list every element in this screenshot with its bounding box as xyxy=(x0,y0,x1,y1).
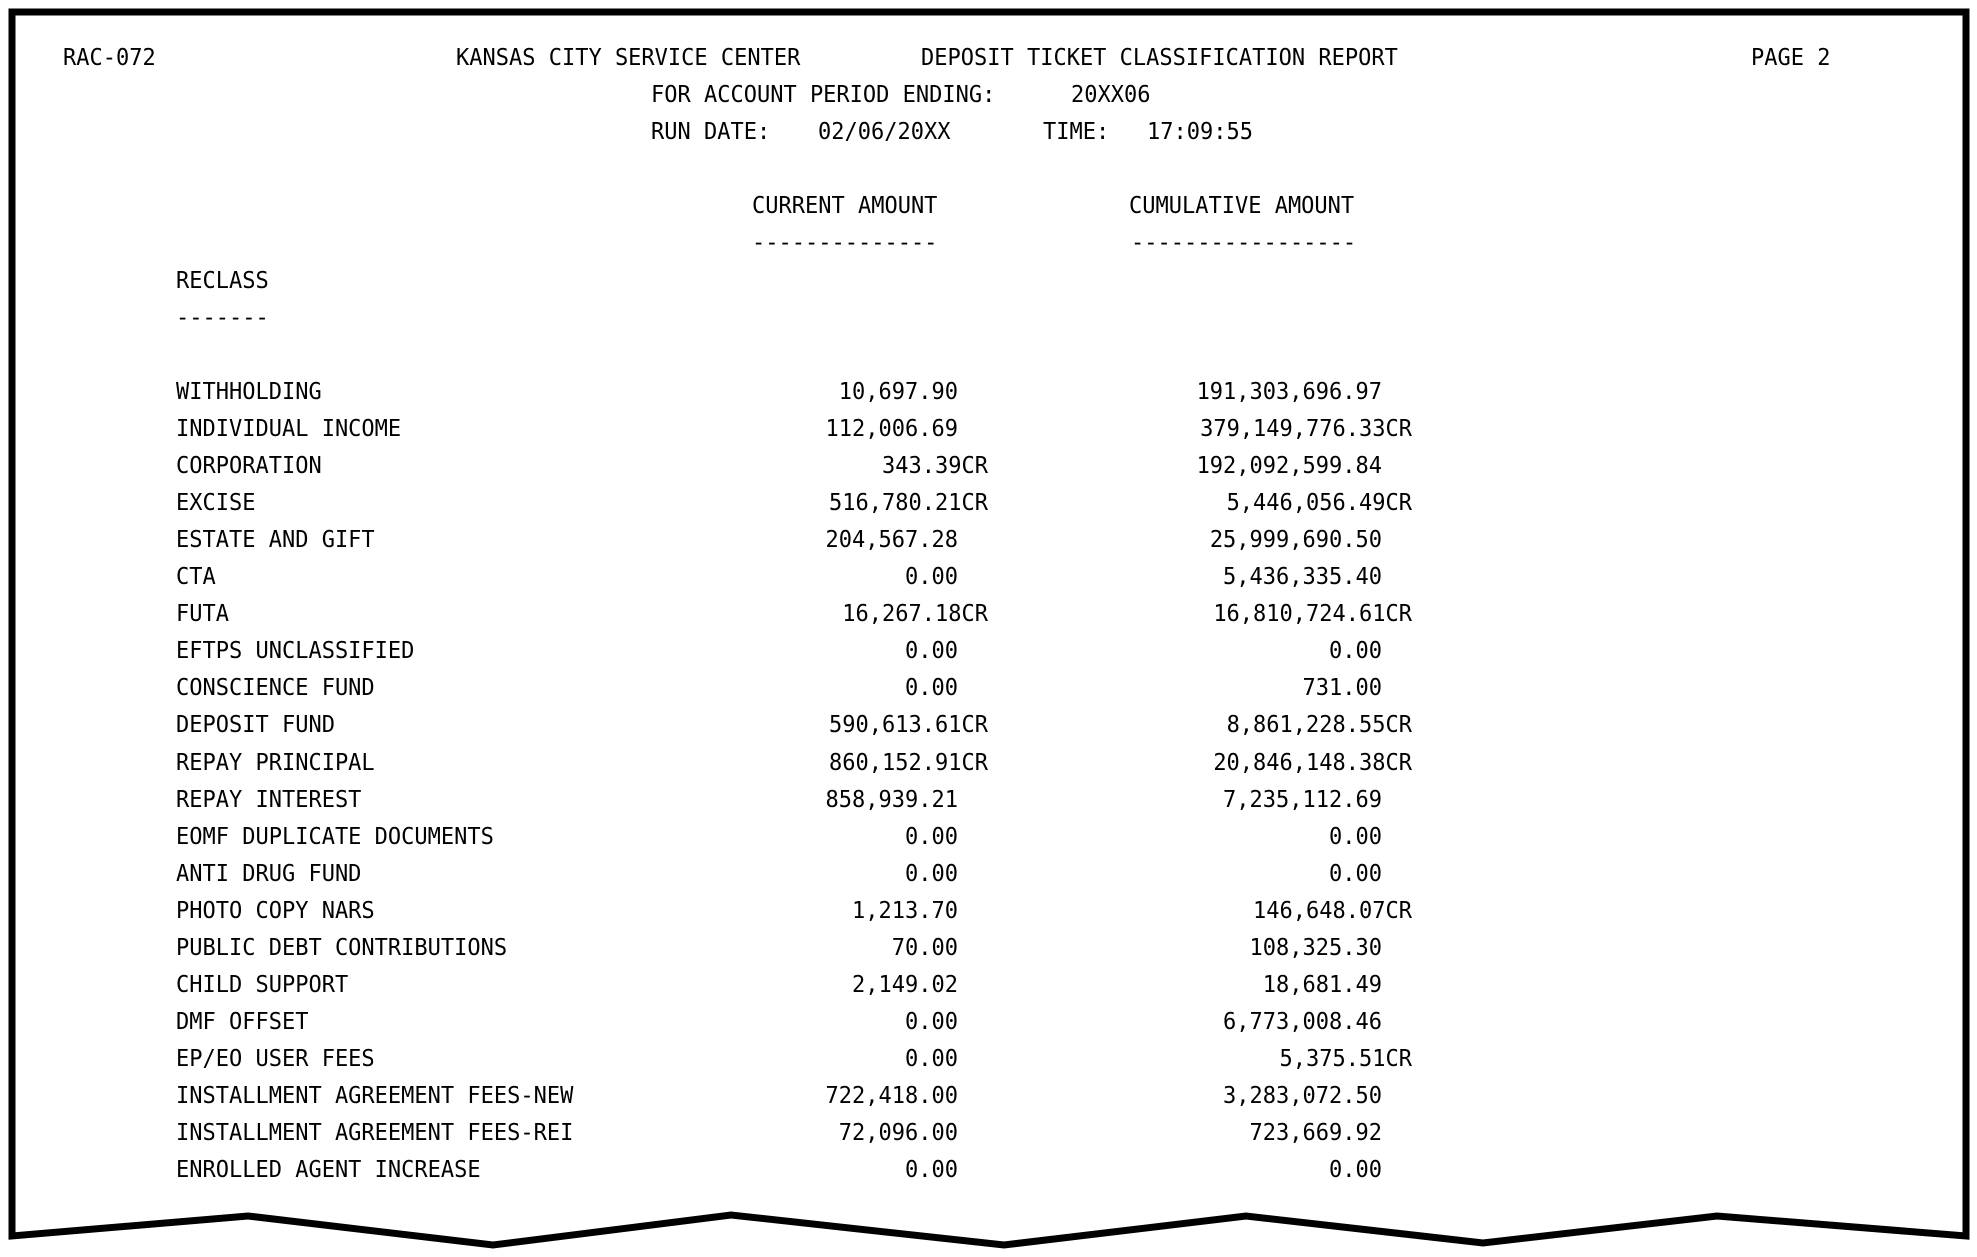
row-cumulative-amount: 723,669.92 xyxy=(1249,1120,1382,1147)
row-cumulative-amount: 108,325.30 xyxy=(1249,935,1382,962)
report-id: RAC-072 xyxy=(63,45,156,72)
row-cumulative-amount: 8,861,228.55CR xyxy=(1226,712,1412,739)
row-cumulative-amount: 20,846,148.38CR xyxy=(1213,750,1412,777)
row-current-amount: 0.00 xyxy=(905,861,958,888)
row-current-amount: 0.00 xyxy=(905,564,958,591)
row-cumulative-amount: 379,149,776.33CR xyxy=(1200,416,1412,443)
row-label: EFTPS UNCLASSIFIED xyxy=(176,638,415,665)
row-current-amount: 722,418.00 xyxy=(825,1083,958,1110)
row-current-amount: 343.39CR xyxy=(882,453,988,480)
row-current-amount: 112,006.69 xyxy=(825,416,958,443)
row-current-amount: 72,096.00 xyxy=(838,1120,958,1147)
row-cumulative-amount: 3,283,072.50 xyxy=(1223,1083,1382,1110)
row-current-amount: 2,149.02 xyxy=(852,972,958,999)
row-cumulative-amount: 5,436,335.40 xyxy=(1223,564,1382,591)
column-header-cumulative: CUMULATIVE AMOUNT xyxy=(1129,193,1355,220)
section-title: RECLASS xyxy=(176,268,269,295)
row-current-amount: 0.00 xyxy=(905,1046,958,1073)
row-cumulative-amount: 18,681.49 xyxy=(1262,972,1382,999)
period-value: 20XX06 xyxy=(1071,82,1151,109)
row-cumulative-amount: 0.00 xyxy=(1329,824,1382,851)
row-current-amount: 0.00 xyxy=(905,1009,958,1036)
service-center: KANSAS CITY SERVICE CENTER xyxy=(456,45,801,72)
row-label: ANTI DRUG FUND xyxy=(176,861,362,888)
row-label: CTA xyxy=(176,564,216,591)
row-current-amount: 16,267.18CR xyxy=(842,601,988,628)
row-current-amount: 0.00 xyxy=(905,638,958,665)
row-label: INSTALLMENT AGREEMENT FEES-NEW xyxy=(176,1083,574,1110)
report-title: DEPOSIT TICKET CLASSIFICATION REPORT xyxy=(921,45,1398,72)
row-cumulative-amount: 16,810,724.61CR xyxy=(1213,601,1412,628)
row-label: REPAY INTEREST xyxy=(176,787,362,814)
row-label: ESTATE AND GIFT xyxy=(176,527,375,554)
row-cumulative-amount: 146,648.07CR xyxy=(1253,898,1412,925)
run-date-label: RUN DATE: xyxy=(651,119,771,146)
row-current-amount: 0.00 xyxy=(905,1157,958,1184)
row-current-amount: 70.00 xyxy=(891,935,958,962)
row-cumulative-amount: 25,999,690.50 xyxy=(1209,527,1382,554)
row-cumulative-amount: 6,773,008.46 xyxy=(1223,1009,1382,1036)
row-cumulative-amount: 731.00 xyxy=(1302,675,1382,702)
column-rule-cumulative: ----------------- xyxy=(1131,230,1357,257)
row-label: PUBLIC DEBT CONTRIBUTIONS xyxy=(176,935,508,962)
row-label: CORPORATION xyxy=(176,453,322,480)
row-cumulative-amount: 0.00 xyxy=(1329,1157,1382,1184)
column-rule-current: -------------- xyxy=(752,230,938,257)
row-cumulative-amount: 191,303,696.97 xyxy=(1196,379,1382,406)
page-number: PAGE 2 xyxy=(1751,45,1831,72)
row-cumulative-amount: 5,375.51CR xyxy=(1279,1046,1412,1073)
row-label: DMF OFFSET xyxy=(176,1009,309,1036)
row-label: EOMF DUPLICATE DOCUMENTS xyxy=(176,824,494,851)
row-label: EXCISE xyxy=(176,490,256,517)
row-label: INSTALLMENT AGREEMENT FEES-REI xyxy=(176,1120,574,1147)
row-cumulative-amount: 5,446,056.49CR xyxy=(1226,490,1412,517)
section-rule: ------- xyxy=(176,305,269,332)
row-current-amount: 590,613.61CR xyxy=(829,712,988,739)
row-current-amount: 0.00 xyxy=(905,824,958,851)
row-current-amount: 0.00 xyxy=(905,675,958,702)
row-cumulative-amount: 0.00 xyxy=(1329,861,1382,888)
row-label: REPAY PRINCIPAL xyxy=(176,750,375,777)
row-label: DEPOSIT FUND xyxy=(176,712,335,739)
row-label: CHILD SUPPORT xyxy=(176,972,349,999)
row-current-amount: 1,213.70 xyxy=(852,898,958,925)
row-label: INDIVIDUAL INCOME xyxy=(176,416,402,443)
row-current-amount: 204,567.28 xyxy=(825,527,958,554)
row-current-amount: 516,780.21CR xyxy=(829,490,988,517)
row-label: EP/EO USER FEES xyxy=(176,1046,375,1073)
time-label: TIME: xyxy=(1043,119,1110,146)
row-label: WITHHOLDING xyxy=(176,379,322,406)
run-date: 02/06/20XX xyxy=(818,119,951,146)
row-cumulative-amount: 7,235,112.69 xyxy=(1223,787,1382,814)
column-header-current: CURRENT AMOUNT xyxy=(752,193,938,220)
period-label: FOR ACCOUNT PERIOD ENDING: xyxy=(651,82,996,109)
row-current-amount: 860,152.91CR xyxy=(829,750,988,777)
row-cumulative-amount: 0.00 xyxy=(1329,638,1382,665)
row-label: PHOTO COPY NARS xyxy=(176,898,375,925)
row-label: ENROLLED AGENT INCREASE xyxy=(176,1157,481,1184)
row-label: FUTA xyxy=(176,601,229,628)
run-time: 17:09:55 xyxy=(1147,119,1253,146)
row-cumulative-amount: 192,092,599.84 xyxy=(1196,453,1382,480)
row-current-amount: 10,697.90 xyxy=(838,379,958,406)
row-label: CONSCIENCE FUND xyxy=(176,675,375,702)
row-current-amount: 858,939.21 xyxy=(825,787,958,814)
